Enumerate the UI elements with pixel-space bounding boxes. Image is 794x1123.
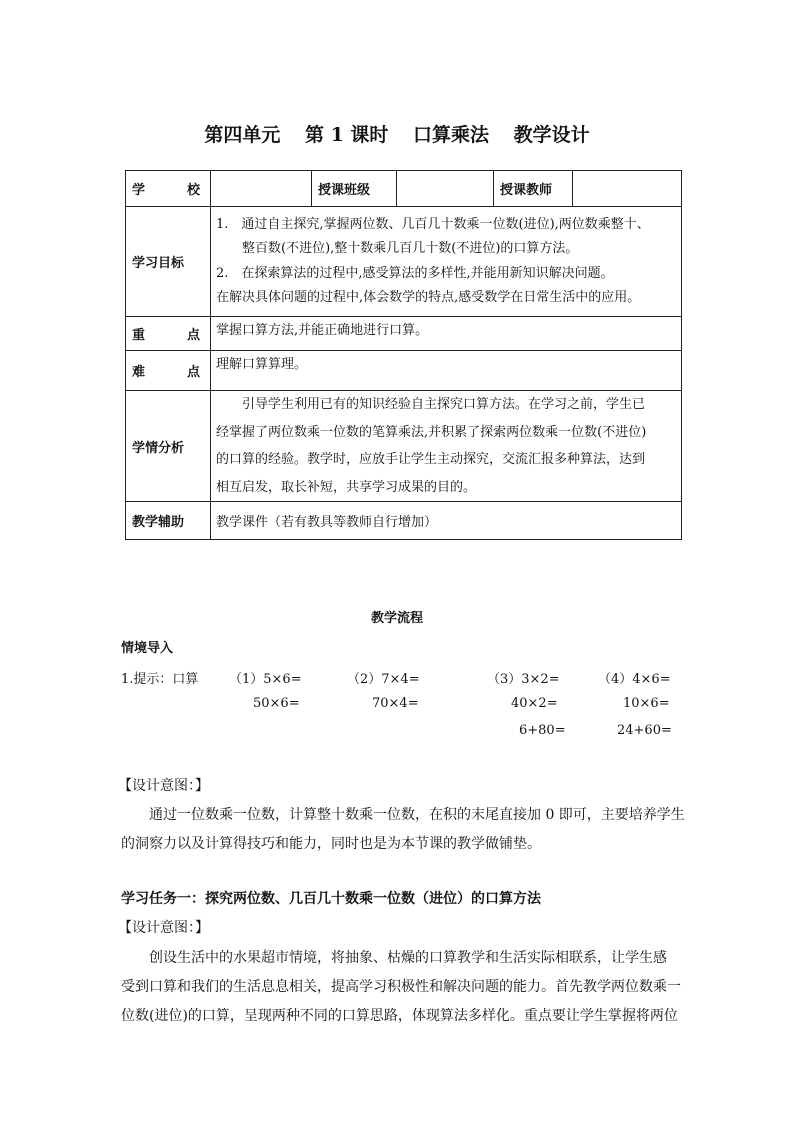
title-topic: 口算乘法	[413, 124, 490, 146]
key-text: 掌握口算方法,并能正确地进行口算。	[211, 317, 682, 351]
analysis-cell	[211, 391, 682, 502]
exercise-3c: 6+80=	[519, 723, 566, 738]
goals-line-4: 在解决具体问题的过程中,体会数学的特点,感受数学在日常生活中的应用。	[216, 290, 641, 305]
key-label-char-1: 重	[132, 328, 146, 343]
exercise-1a: （1）5×6=	[229, 672, 302, 687]
class-label: 授课班级	[312, 171, 397, 207]
goals-line-3: 2. 在探索算法的过程中,感受算法的多样性,并能用新知识解决问题。	[216, 265, 614, 281]
difficulty-text: 理解口算算理。	[211, 351, 682, 391]
teacher-value-cell	[573, 171, 682, 207]
difficulty-label-char-1: 难	[132, 365, 146, 380]
exercise-2b: 70×4=	[372, 696, 419, 711]
design-intent-text-1	[121, 801, 685, 859]
exercise-3b: 40×2=	[511, 696, 558, 711]
exercise-1b: 50×6=	[253, 696, 300, 711]
key-row	[126, 317, 682, 351]
exercise-4a: （4）4×6=	[598, 672, 671, 687]
key-label	[126, 317, 211, 351]
difficulty-label-char-2: 点	[186, 365, 200, 380]
analysis-row	[126, 391, 682, 502]
school-label-char-1: 学	[132, 183, 146, 198]
page-title	[0, 120, 794, 147]
analysis-label: 学情分析	[126, 391, 211, 502]
flow-heading: 教学流程	[370, 611, 423, 626]
school-value-cell	[211, 171, 312, 207]
section-heading-intro: 情境导入	[121, 641, 174, 656]
design-intent-text-2	[121, 944, 681, 1031]
intent-1-line-2: 的洞察力以及计算得技巧和能力，同时也是为本节课的教学做铺垫。	[121, 836, 541, 852]
school-row	[126, 171, 682, 207]
goals-line-2: 整百数(不进位),整十数乘几百几十数(不进位)的口算方法。	[216, 241, 579, 256]
key-label-char-2: 点	[186, 328, 200, 343]
analysis-line-2: 经掌握了两位数乘一位数的笔算乘法,并积累了探索两位数乘一位数(不进位)	[216, 424, 647, 440]
title-unit: 第四单元	[204, 124, 281, 146]
teacher-label: 授课教师	[494, 171, 573, 207]
goals-line-1: 1. 通过自主探究,掌握两位数、几百几十数乘一位数(进位),两位数乘整十、	[216, 216, 650, 232]
intent-2-line-1: 创设生活中的水果超市情境，将抽象、枯燥的口算教学和生活实际相联系，让学生感	[149, 950, 667, 966]
class-value-cell	[397, 171, 494, 207]
exercise-2a: （2）7×4=	[347, 672, 420, 687]
intent-2-line-2: 受到口算和我们的生活息息相关，提高学习积极性和解决问题的能力。首先教学两位数乘一	[121, 979, 681, 995]
task1-heading: 学习任务一：探究两位数、几百几十数乘一位数（进位）的口算方法	[121, 891, 541, 907]
goals-cell	[211, 207, 682, 317]
analysis-line-3: 的口算的经验。教学时，应放手让学生主动探究，交流汇报多种算法，达到	[216, 452, 646, 467]
intent-1-line-1: 通过一位数乘一位数，计算整十数乘一位数，在积的末尾直接加 0 即可，主要培养学生	[149, 807, 685, 823]
school-label-char-2: 校	[186, 183, 200, 198]
difficulty-row	[126, 351, 682, 391]
analysis-line-4: 相互启发，取长补短，共享学习成果的目的。	[216, 479, 477, 495]
goals-label: 学习目标	[126, 207, 211, 317]
design-intent-label-2: 【设计意图：】	[118, 920, 209, 936]
school-label	[126, 171, 211, 207]
title-lesson: 第 1 课时	[304, 124, 389, 146]
title-design: 教学设计	[513, 124, 590, 146]
goals-row	[126, 207, 682, 317]
design-intent-label-1: 【设计意图：】	[118, 778, 209, 794]
exercise-3a: （3）3×2=	[487, 672, 560, 687]
aids-row	[126, 502, 682, 540]
analysis-line-1: 引导学生利用已有的知识经验自主探究口算方法。在学习之前，学生已	[216, 397, 646, 412]
aids-label: 教学辅助	[126, 502, 211, 540]
aids-text: 教学课件（若有教具等教师自行增加）	[211, 502, 682, 540]
exercise-4c: 24+60=	[617, 723, 672, 738]
exercise-4b: 10×6=	[623, 696, 670, 711]
difficulty-label	[126, 351, 211, 391]
intent-2-line-3: 位数(进位)的口算，呈现两种不同的口算思路，体现算法多样化。重点要让学生掌握将两位	[121, 1008, 678, 1024]
mental-math-prompt: 1.提示：口算	[121, 672, 199, 687]
lesson-info-table	[125, 170, 682, 540]
